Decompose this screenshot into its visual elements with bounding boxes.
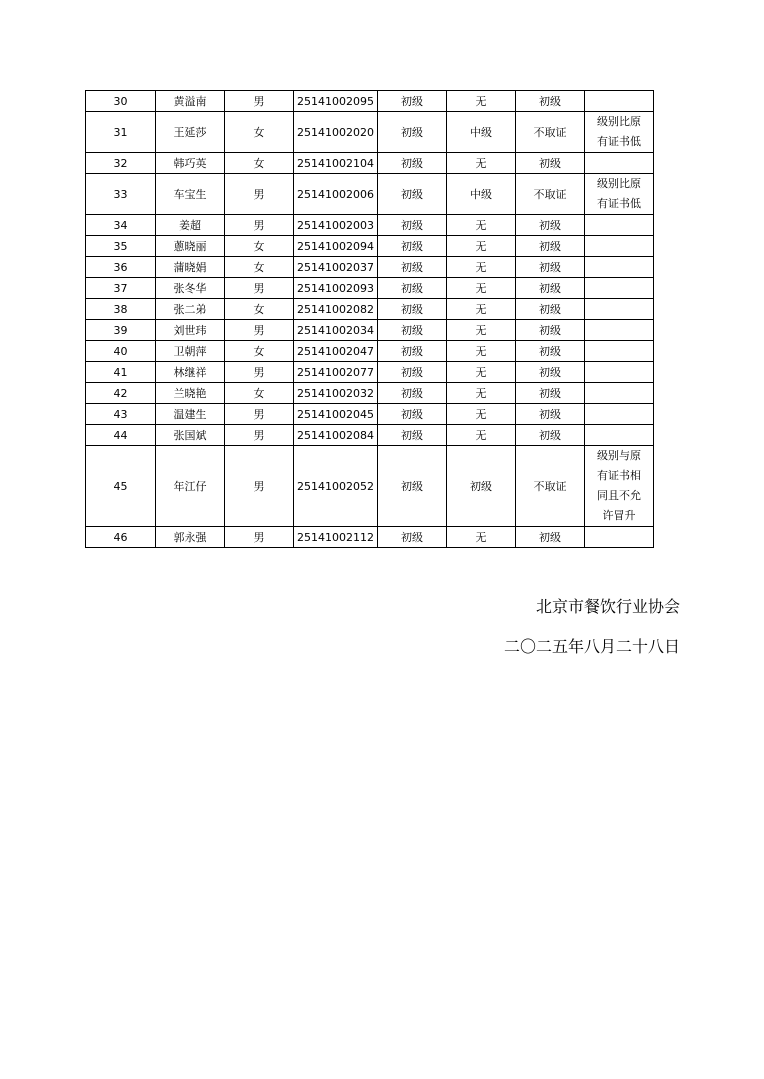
result-cell: 不取证 [516,112,585,153]
note-line: 有证书相 [597,469,641,482]
name-cell: 韩巧英 [156,153,225,174]
id-number-cell: 25141002094 [294,236,378,257]
original-cert-cell: 中级 [447,174,516,215]
result-cell: 初级 [516,404,585,425]
original-cert-cell: 无 [447,527,516,548]
gender-cell: 女 [225,383,294,404]
id-number-cell: 25141002045 [294,404,378,425]
apply-level-cell: 初级 [378,404,447,425]
original-cert-cell: 无 [447,278,516,299]
table-row [86,174,654,215]
result-cell: 初级 [516,341,585,362]
note-line: 级别与原 [597,449,641,462]
result-cell: 初级 [516,320,585,341]
apply-level-cell: 初级 [378,320,447,341]
note-cell [585,320,654,341]
result-cell: 初级 [516,425,585,446]
result-cell: 初级 [516,215,585,236]
name-cell: 王延莎 [156,112,225,153]
row-number-cell: 42 [86,383,156,404]
table-row [86,446,654,527]
note-cell [585,362,654,383]
note-cell [585,112,654,153]
id-number-cell: 25141002032 [294,383,378,404]
note-cell [585,341,654,362]
name-cell: 张冬华 [156,278,225,299]
id-number-cell: 25141002034 [294,320,378,341]
apply-level-cell: 初级 [378,257,447,278]
apply-level-cell: 初级 [378,278,447,299]
result-cell: 初级 [516,278,585,299]
note-cell [585,236,654,257]
original-cert-cell: 无 [447,341,516,362]
result-cell: 初级 [516,527,585,548]
name-cell: 姜超 [156,215,225,236]
name-cell: 郭永强 [156,527,225,548]
results-table [85,90,654,548]
note-line: 级别比原 [597,115,641,128]
row-number-cell: 31 [86,112,156,153]
table-body [86,91,654,548]
table-row [86,91,654,112]
table-row [86,341,654,362]
row-number-cell: 33 [86,174,156,215]
table-row [86,278,654,299]
id-number-cell: 25141002037 [294,257,378,278]
note-cell [585,383,654,404]
row-number-cell: 43 [86,404,156,425]
result-cell: 初级 [516,91,585,112]
gender-cell: 男 [225,425,294,446]
id-number-cell: 25141002006 [294,174,378,215]
original-cert-cell: 无 [447,383,516,404]
table-row [86,425,654,446]
table-row [86,299,654,320]
original-cert-cell: 无 [447,425,516,446]
row-number-cell: 45 [86,446,156,527]
row-number-cell: 37 [86,278,156,299]
note-line: 有证书低 [597,135,641,148]
original-cert-cell: 无 [447,320,516,341]
id-number-cell: 25141002020 [294,112,378,153]
id-number-cell: 25141002052 [294,446,378,527]
name-cell: 车宝生 [156,174,225,215]
id-number-cell: 25141002003 [294,215,378,236]
apply-level-cell: 初级 [378,362,447,383]
gender-cell: 女 [225,236,294,257]
row-number-cell: 32 [86,153,156,174]
row-number-cell: 38 [86,299,156,320]
result-cell: 不取证 [516,446,585,527]
row-number-cell: 44 [86,425,156,446]
table-row [86,362,654,383]
id-number-cell: 25141002104 [294,153,378,174]
id-number-cell: 25141002077 [294,362,378,383]
gender-cell: 男 [225,362,294,383]
table-row [86,112,654,153]
name-cell: 蔥晓丽 [156,236,225,257]
table-row [86,153,654,174]
id-number-cell: 25141002095 [294,91,378,112]
apply-level-cell: 初级 [378,215,447,236]
gender-cell: 男 [225,404,294,425]
original-cert-cell: 无 [447,362,516,383]
note-line: 同且不允 [597,489,641,502]
note-cell [585,425,654,446]
gender-cell: 男 [225,320,294,341]
row-number-cell: 34 [86,215,156,236]
gender-cell: 男 [225,215,294,236]
table-row [86,320,654,341]
result-cell: 不取证 [516,174,585,215]
table-row [86,527,654,548]
gender-cell: 男 [225,91,294,112]
gender-cell: 女 [225,153,294,174]
result-cell: 初级 [516,383,585,404]
id-number-cell: 25141002084 [294,425,378,446]
table-row [86,215,654,236]
gender-cell: 女 [225,257,294,278]
note-cell [585,446,654,527]
note-cell [585,278,654,299]
name-cell: 年江仔 [156,446,225,527]
table-row [86,257,654,278]
apply-level-cell: 初级 [378,174,447,215]
result-cell: 初级 [516,257,585,278]
row-number-cell: 46 [86,527,156,548]
gender-cell: 男 [225,174,294,215]
note-cell [585,153,654,174]
result-cell: 初级 [516,236,585,257]
result-cell: 初级 [516,153,585,174]
row-number-cell: 41 [86,362,156,383]
id-number-cell: 25141002047 [294,341,378,362]
id-number-cell: 25141002082 [294,299,378,320]
apply-level-cell: 初级 [378,341,447,362]
issuing-organization: 北京市餐饮行业协会 [535,597,680,616]
note-line: 级别比原 [597,177,641,190]
issue-date: 二〇二五年八月二十八日 [503,637,680,656]
original-cert-cell: 无 [447,236,516,257]
note-cell [585,404,654,425]
name-cell: 温建生 [156,404,225,425]
name-cell: 兰晓艳 [156,383,225,404]
note-cell [585,91,654,112]
apply-level-cell: 初级 [378,425,447,446]
result-cell: 初级 [516,362,585,383]
note-cell [585,215,654,236]
original-cert-cell: 无 [447,299,516,320]
original-cert-cell: 中级 [447,112,516,153]
row-number-cell: 39 [86,320,156,341]
note-cell [585,527,654,548]
original-cert-cell: 无 [447,257,516,278]
apply-level-cell: 初级 [378,153,447,174]
table-row [86,236,654,257]
gender-cell: 男 [225,278,294,299]
name-cell: 林继祥 [156,362,225,383]
row-number-cell: 36 [86,257,156,278]
original-cert-cell: 无 [447,215,516,236]
name-cell: 卫朝萍 [156,341,225,362]
apply-level-cell: 初级 [378,91,447,112]
name-cell: 张二弟 [156,299,225,320]
original-cert-cell: 无 [447,404,516,425]
apply-level-cell: 初级 [378,383,447,404]
id-number-cell: 25141002093 [294,278,378,299]
name-cell: 黄溢南 [156,91,225,112]
gender-cell: 男 [225,527,294,548]
original-cert-cell: 初级 [447,446,516,527]
note-cell [585,299,654,320]
original-cert-cell: 无 [447,91,516,112]
row-number-cell: 30 [86,91,156,112]
gender-cell: 女 [225,341,294,362]
apply-level-cell: 初级 [378,299,447,320]
table-row [86,404,654,425]
apply-level-cell: 初级 [378,446,447,527]
note-line: 有证书低 [597,197,641,210]
row-number-cell: 35 [86,236,156,257]
id-number-cell: 25141002112 [294,527,378,548]
original-cert-cell: 无 [447,153,516,174]
note-cell [585,257,654,278]
gender-cell: 女 [225,299,294,320]
apply-level-cell: 初级 [378,527,447,548]
name-cell: 张国斌 [156,425,225,446]
note-cell [585,174,654,215]
gender-cell: 男 [225,446,294,527]
row-number-cell: 40 [86,341,156,362]
apply-level-cell: 初级 [378,112,447,153]
result-cell: 初级 [516,299,585,320]
note-line: 许冒升 [602,509,636,522]
table-row [86,383,654,404]
name-cell: 蒲晓娟 [156,257,225,278]
name-cell: 刘世玮 [156,320,225,341]
apply-level-cell: 初级 [378,236,447,257]
gender-cell: 女 [225,112,294,153]
